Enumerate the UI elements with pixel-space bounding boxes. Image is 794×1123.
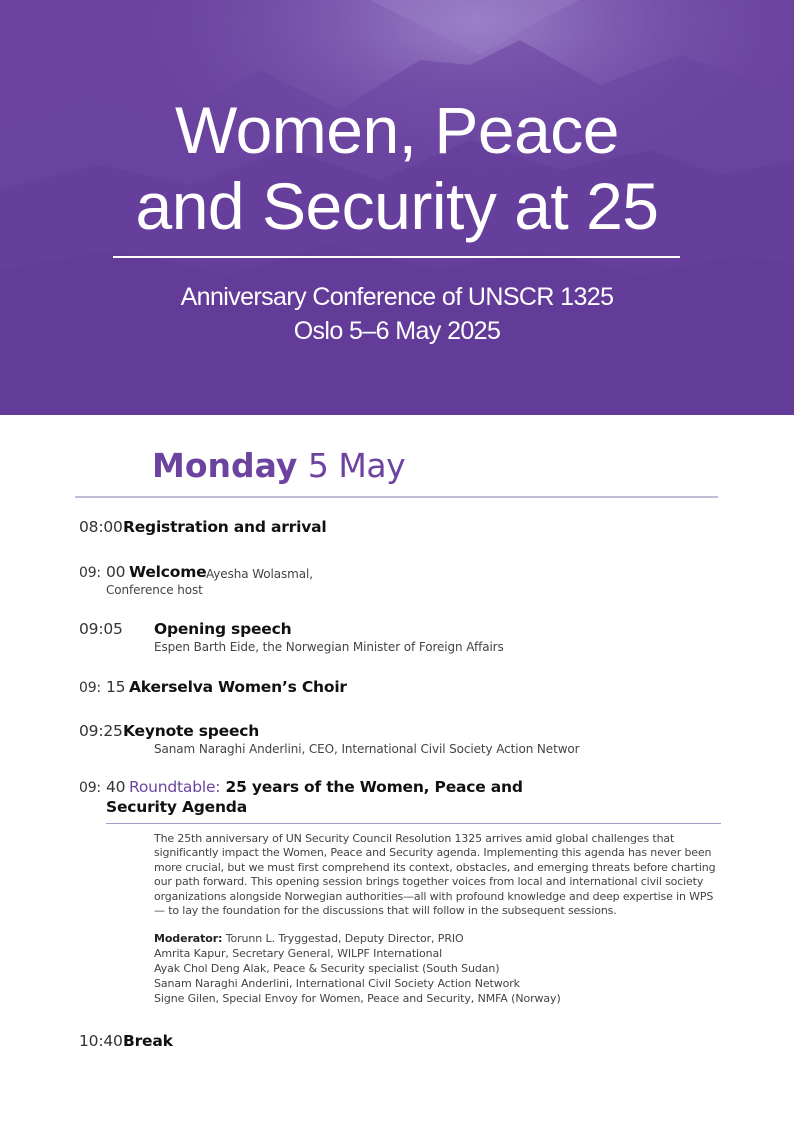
roundtable-description: The 25th anniversary of UN Security Council Resolution 1325 arrives amid global challenges that significantly impact the Women, Peace and Security agenda. Implementing this agenda has never been more crucial, but we must first comprehend its context, obstacles, and emerging threats before charting our path forward. This opening session brings together voices from local and international civil society organizations alongside Norwegian authorities—all with profound knowledge and deep expertise in WPS — to lay the foundation for the discussions that will follow in the subsequent sessions. <box>154 832 716 918</box>
opening-speaker: Espen Barth Eide, the Norwegian Minister of Foreign Affairs <box>154 640 504 654</box>
keynote-speaker: Sanam Naraghi Anderlini, CEO, International Civil Society Action Networ <box>154 742 580 756</box>
day-name: Monday <box>152 446 298 485</box>
roundtable-time-minute: 40 <box>106 778 126 796</box>
keynote-title: Keynote speech <box>123 722 260 740</box>
registration-title: Registration and arrival <box>123 518 327 536</box>
roundtable-divider <box>106 823 721 824</box>
choir-time-hour: 09: <box>79 680 101 696</box>
conference-dates: Oslo 5–6 May 2025 <box>293 317 501 345</box>
conference-title <box>0 92 794 244</box>
panelist-item: Signe Gilen, Special Envoy for Women, Peace and Security, NMFA (Norway) <box>154 991 561 1005</box>
roundtable-tag: Roundtable: <box>129 778 221 796</box>
opening-title: Opening speech <box>154 620 292 638</box>
conference-subtitle <box>0 280 794 348</box>
conference-title-line2: and Security at 25 <box>135 169 659 243</box>
moderator-label: Moderator: <box>154 932 223 945</box>
day-date: 5 May <box>307 446 406 485</box>
panelist-item: Sanam Naraghi Anderlini, International Civil Society Action Network <box>154 976 520 990</box>
welcome-time-hour: 09: <box>79 565 101 581</box>
roundtable-title-line2: Security Agenda <box>106 798 247 816</box>
keynote-time: 09:25 <box>79 722 123 740</box>
roundtable-time-hour: 09: <box>79 780 101 796</box>
panelist-item: Ayak Chol Deng Alak, Peace & Security specialist (South Sudan) <box>154 961 500 975</box>
day-heading <box>152 446 405 486</box>
roundtable-panel <box>154 932 722 1007</box>
welcome-speaker: Ayesha Wolasmal, <box>206 567 313 581</box>
opening-time: 09:05 <box>79 620 123 638</box>
choir-title: Akerselva Women’s Choir <box>129 678 347 696</box>
registration-time: 08:00 <box>79 518 123 536</box>
choir-time-minute: 15 <box>106 678 126 696</box>
roundtable-title-line1: 25 years of the Women, Peace and <box>225 778 523 796</box>
welcome-title: Welcome <box>129 563 207 581</box>
conference-title-line1: Women, Peace <box>174 93 619 167</box>
welcome-speaker-role: Conference host <box>106 583 203 597</box>
break-time: 10:40 <box>79 1032 123 1050</box>
moderator-line <box>154 932 722 947</box>
conference-subtitle-line1: Anniversary Conference of UNSCR 1325 <box>180 283 614 311</box>
hero-banner <box>0 0 794 415</box>
day-divider <box>75 496 718 498</box>
break-title: Break <box>123 1032 173 1050</box>
panelist-item: Amrita Kapur, Secretary General, WILPF International <box>154 946 443 960</box>
moderator-name: Torunn L. Tryggestad, Deputy Director, PRIO <box>225 932 464 945</box>
hero-divider <box>113 256 680 258</box>
roundtable-heading <box>129 778 523 796</box>
welcome-time-minute: 00 <box>106 563 126 581</box>
